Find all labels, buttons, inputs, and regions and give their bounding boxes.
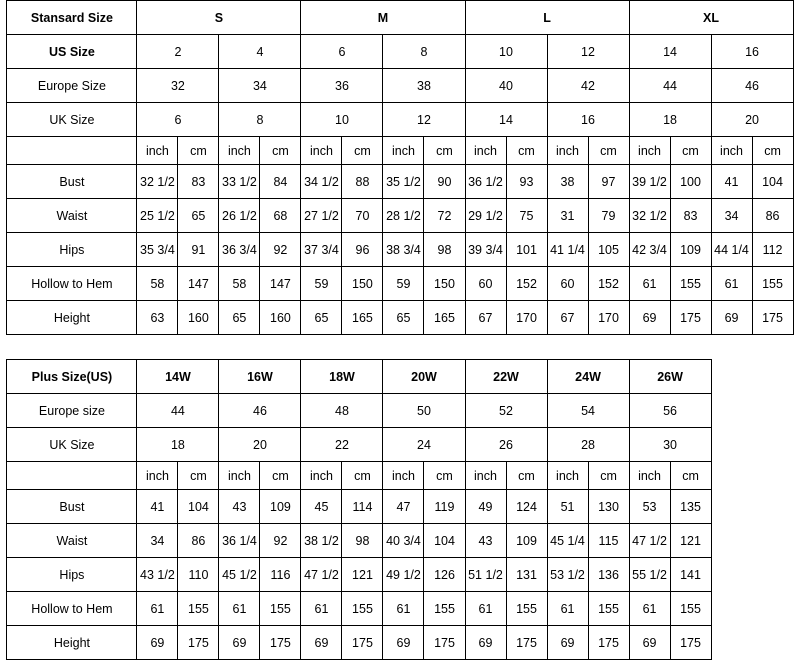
- cell: 53 1/2: [547, 558, 588, 592]
- row-filler: [711, 626, 793, 660]
- cell: 175: [670, 626, 711, 660]
- cell: 141: [670, 558, 711, 592]
- cell: 130: [588, 490, 629, 524]
- cell: 155: [588, 592, 629, 626]
- cell: 44: [137, 394, 219, 428]
- cell: 90: [424, 165, 465, 199]
- unit-cell: cm: [260, 462, 301, 490]
- cell: 35 1/2: [383, 165, 424, 199]
- cell: 2: [137, 35, 219, 69]
- table-separator: [4, 335, 796, 359]
- cell: 88: [342, 165, 383, 199]
- cell: 155: [670, 592, 711, 626]
- cell: 152: [588, 267, 629, 301]
- cell: 155: [670, 267, 711, 301]
- cell: 165: [424, 301, 465, 335]
- cell: 126: [424, 558, 465, 592]
- cell: 65: [383, 301, 424, 335]
- cell: 97: [588, 165, 629, 199]
- row-filler: [711, 394, 793, 428]
- cell: 104: [424, 524, 465, 558]
- cell: 155: [506, 592, 547, 626]
- row-label-hollow-to-hem: Hollow to Hem: [7, 592, 137, 626]
- table-row: [7, 267, 793, 301]
- cell: 61: [137, 592, 178, 626]
- plus-unit-row: [7, 462, 793, 490]
- cell: 41: [137, 490, 178, 524]
- cell: 109: [260, 490, 301, 524]
- unit-cell: inch: [383, 462, 424, 490]
- plus-size-22w: 22W: [465, 360, 547, 394]
- unit-cell: inch: [629, 462, 670, 490]
- group-header-m: M: [301, 1, 465, 35]
- row-filler: [711, 558, 793, 592]
- cell: 69: [547, 626, 588, 660]
- row-label-height: Height: [7, 301, 137, 335]
- cell: 98: [342, 524, 383, 558]
- cell: 92: [260, 233, 301, 267]
- cell: 150: [424, 267, 465, 301]
- group-header-xl: XL: [629, 1, 793, 35]
- unit-cell: inch: [547, 137, 588, 165]
- cell: 47 1/2: [301, 558, 342, 592]
- cell: 6: [137, 103, 219, 137]
- cell: 69: [465, 626, 506, 660]
- table-row: [7, 428, 793, 462]
- unit-cell: cm: [424, 462, 465, 490]
- cell: 79: [588, 199, 629, 233]
- cell: 42: [547, 69, 629, 103]
- cell: 69: [219, 626, 260, 660]
- cell: 67: [465, 301, 506, 335]
- cell: 14: [465, 103, 547, 137]
- cell: 86: [178, 524, 219, 558]
- row-label-hips: Hips: [7, 558, 137, 592]
- cell: 69: [629, 301, 670, 335]
- cell: 65: [301, 301, 342, 335]
- unit-cell: inch: [301, 137, 342, 165]
- row-filler: [711, 462, 793, 490]
- row-label-uk-size: UK Size: [7, 428, 137, 462]
- cell: 34: [137, 524, 178, 558]
- cell: 175: [752, 301, 793, 335]
- cell: 155: [178, 592, 219, 626]
- cell: 25 1/2: [137, 199, 178, 233]
- cell: 131: [506, 558, 547, 592]
- cell: 43 1/2: [137, 558, 178, 592]
- row-label-bust: Bust: [7, 490, 137, 524]
- cell: 36 3/4: [219, 233, 260, 267]
- cell: 16: [711, 35, 793, 69]
- row-label-europe-size: Europe Size: [7, 69, 137, 103]
- cell: 119: [424, 490, 465, 524]
- cell: 69: [629, 626, 670, 660]
- cell: 51: [547, 490, 588, 524]
- cell: 84: [260, 165, 301, 199]
- cell: 61: [629, 267, 670, 301]
- unit-cell: cm: [178, 137, 219, 165]
- cell: 50: [383, 394, 465, 428]
- cell: 36 1/2: [465, 165, 506, 199]
- cell: 175: [506, 626, 547, 660]
- cell: 150: [342, 267, 383, 301]
- cell: 124: [506, 490, 547, 524]
- standard-unit-row: [7, 137, 793, 165]
- cell: 92: [260, 524, 301, 558]
- cell: 54: [547, 394, 629, 428]
- row-label-europe-size: Europe size: [7, 394, 137, 428]
- table-row: [7, 626, 793, 660]
- row-label-bust: Bust: [7, 165, 137, 199]
- row-filler: [711, 524, 793, 558]
- cell: 32 1/2: [629, 199, 670, 233]
- cell: 61: [711, 267, 752, 301]
- cell: 61: [301, 592, 342, 626]
- plus-size-18w: 18W: [301, 360, 383, 394]
- table-row: [7, 394, 793, 428]
- cell: 40 3/4: [383, 524, 424, 558]
- plus-size-26w: 26W: [629, 360, 711, 394]
- standard-group-row: [7, 1, 793, 35]
- cell: 34 1/2: [301, 165, 342, 199]
- unit-cell: inch: [711, 137, 752, 165]
- cell: 135: [670, 490, 711, 524]
- unit-cell: inch: [629, 137, 670, 165]
- table-row: [7, 69, 793, 103]
- unit-cell: inch: [219, 137, 260, 165]
- cell: 27 1/2: [301, 199, 342, 233]
- cell: 101: [506, 233, 547, 267]
- cell: 8: [219, 103, 301, 137]
- unit-row-label: [7, 137, 137, 165]
- cell: 61: [383, 592, 424, 626]
- cell: 65: [178, 199, 219, 233]
- unit-cell: inch: [137, 462, 178, 490]
- table-row: [7, 103, 793, 137]
- cell: 26 1/2: [219, 199, 260, 233]
- group-header-l: L: [465, 1, 629, 35]
- cell: 24: [383, 428, 465, 462]
- cell: 34: [219, 69, 301, 103]
- cell: 45 1/2: [219, 558, 260, 592]
- table-row: [7, 233, 793, 267]
- row-label-hollow-to-hem: Hollow to Hem: [7, 267, 137, 301]
- cell: 69: [711, 301, 752, 335]
- row-filler: [711, 592, 793, 626]
- cell: 112: [752, 233, 793, 267]
- unit-cell: cm: [342, 462, 383, 490]
- cell: 46: [219, 394, 301, 428]
- plus-size-table: [6, 359, 793, 660]
- cell: 47 1/2: [629, 524, 670, 558]
- cell: 69: [383, 626, 424, 660]
- table-row: [7, 490, 793, 524]
- cell: 39 1/2: [629, 165, 670, 199]
- table-row: [7, 199, 793, 233]
- cell: 109: [670, 233, 711, 267]
- unit-cell: cm: [260, 137, 301, 165]
- cell: 155: [752, 267, 793, 301]
- cell: 155: [260, 592, 301, 626]
- cell: 60: [465, 267, 506, 301]
- cell: 61: [219, 592, 260, 626]
- row-label-hips: Hips: [7, 233, 137, 267]
- cell: 38 1/2: [301, 524, 342, 558]
- cell: 110: [178, 558, 219, 592]
- cell: 121: [670, 524, 711, 558]
- cell: 67: [547, 301, 588, 335]
- cell: 61: [629, 592, 670, 626]
- unit-cell: cm: [424, 137, 465, 165]
- cell: 114: [342, 490, 383, 524]
- cell: 49 1/2: [383, 558, 424, 592]
- cell: 100: [670, 165, 711, 199]
- cell: 175: [260, 626, 301, 660]
- cell: 10: [301, 103, 383, 137]
- cell: 16: [547, 103, 629, 137]
- unit-cell: inch: [137, 137, 178, 165]
- cell: 104: [178, 490, 219, 524]
- unit-cell: inch: [465, 137, 506, 165]
- cell: 48: [301, 394, 383, 428]
- table-row: [7, 301, 793, 335]
- cell: 4: [219, 35, 301, 69]
- cell: 83: [670, 199, 711, 233]
- cell: 75: [506, 199, 547, 233]
- unit-cell: cm: [178, 462, 219, 490]
- cell: 40: [465, 69, 547, 103]
- cell: 18: [629, 103, 711, 137]
- cell: 39 3/4: [465, 233, 506, 267]
- cell: 6: [301, 35, 383, 69]
- cell: 58: [137, 267, 178, 301]
- cell: 83: [178, 165, 219, 199]
- cell: 46: [711, 69, 793, 103]
- cell: 72: [424, 199, 465, 233]
- row-label-waist: Waist: [7, 199, 137, 233]
- unit-cell: inch: [547, 462, 588, 490]
- cell: 105: [588, 233, 629, 267]
- row-label-waist: Waist: [7, 524, 137, 558]
- standard-size-table: [6, 0, 793, 335]
- row-filler: [711, 428, 793, 462]
- cell: 42 3/4: [629, 233, 670, 267]
- cell: 115: [588, 524, 629, 558]
- table-row: [7, 35, 793, 69]
- cell: 93: [506, 165, 547, 199]
- cell: 43: [219, 490, 260, 524]
- cell: 26: [465, 428, 547, 462]
- cell: 68: [260, 199, 301, 233]
- row-label-us-size: US Size: [7, 35, 137, 69]
- cell: 20: [219, 428, 301, 462]
- plus-title: Plus Size(US): [7, 360, 137, 394]
- unit-cell: inch: [465, 462, 506, 490]
- cell: 41: [711, 165, 752, 199]
- group-header-s: S: [137, 1, 301, 35]
- cell: 12: [547, 35, 629, 69]
- cell: 155: [424, 592, 465, 626]
- table-row: [7, 524, 793, 558]
- unit-cell: cm: [588, 137, 629, 165]
- cell: 52: [465, 394, 547, 428]
- cell: 91: [178, 233, 219, 267]
- row-label-uk-size: UK Size: [7, 103, 137, 137]
- cell: 155: [342, 592, 383, 626]
- plus-header-row: [7, 360, 793, 394]
- unit-cell: cm: [506, 137, 547, 165]
- cell: 53: [629, 490, 670, 524]
- cell: 165: [342, 301, 383, 335]
- unit-cell: cm: [342, 137, 383, 165]
- unit-cell: cm: [670, 137, 711, 165]
- plus-size-16w: 16W: [219, 360, 301, 394]
- table-row: [7, 165, 793, 199]
- unit-cell: inch: [301, 462, 342, 490]
- cell: 61: [465, 592, 506, 626]
- cell: 44 1/4: [711, 233, 752, 267]
- standard-title: Stansard Size: [7, 1, 137, 35]
- cell: 136: [588, 558, 629, 592]
- cell: 70: [342, 199, 383, 233]
- table-row: [7, 558, 793, 592]
- table-row: [7, 592, 793, 626]
- plus-size-14w: 14W: [137, 360, 219, 394]
- cell: 55 1/2: [629, 558, 670, 592]
- cell: 33 1/2: [219, 165, 260, 199]
- cell: 41 1/4: [547, 233, 588, 267]
- cell: 36: [301, 69, 383, 103]
- cell: 29 1/2: [465, 199, 506, 233]
- cell: 38: [383, 69, 465, 103]
- cell: 121: [342, 558, 383, 592]
- cell: 175: [588, 626, 629, 660]
- cell: 51 1/2: [465, 558, 506, 592]
- cell: 45: [301, 490, 342, 524]
- cell: 63: [137, 301, 178, 335]
- cell: 116: [260, 558, 301, 592]
- cell: 32 1/2: [137, 165, 178, 199]
- row-label-height: Height: [7, 626, 137, 660]
- cell: 175: [178, 626, 219, 660]
- cell: 28: [547, 428, 629, 462]
- cell: 28 1/2: [383, 199, 424, 233]
- cell: 31: [547, 199, 588, 233]
- cell: 86: [752, 199, 793, 233]
- cell: 38 3/4: [383, 233, 424, 267]
- unit-row-label: [7, 462, 137, 490]
- cell: 47: [383, 490, 424, 524]
- cell: 30: [629, 428, 711, 462]
- cell: 37 3/4: [301, 233, 342, 267]
- cell: 175: [424, 626, 465, 660]
- plus-header-filler: [711, 360, 793, 394]
- cell: 170: [506, 301, 547, 335]
- cell: 45 1/4: [547, 524, 588, 558]
- cell: 147: [178, 267, 219, 301]
- cell: 20: [711, 103, 793, 137]
- cell: 35 3/4: [137, 233, 178, 267]
- cell: 36 1/4: [219, 524, 260, 558]
- cell: 152: [506, 267, 547, 301]
- cell: 10: [465, 35, 547, 69]
- cell: 175: [670, 301, 711, 335]
- cell: 44: [629, 69, 711, 103]
- cell: 60: [547, 267, 588, 301]
- plus-size-24w: 24W: [547, 360, 629, 394]
- cell: 59: [301, 267, 342, 301]
- cell: 109: [506, 524, 547, 558]
- cell: 38: [547, 165, 588, 199]
- cell: 59: [383, 267, 424, 301]
- cell: 56: [629, 394, 711, 428]
- cell: 18: [137, 428, 219, 462]
- plus-size-20w: 20W: [383, 360, 465, 394]
- cell: 8: [383, 35, 465, 69]
- cell: 61: [547, 592, 588, 626]
- cell: 65: [219, 301, 260, 335]
- unit-cell: cm: [670, 462, 711, 490]
- cell: 22: [301, 428, 383, 462]
- cell: 160: [178, 301, 219, 335]
- unit-cell: cm: [752, 137, 793, 165]
- cell: 43: [465, 524, 506, 558]
- cell: 160: [260, 301, 301, 335]
- unit-cell: inch: [383, 137, 424, 165]
- cell: 12: [383, 103, 465, 137]
- cell: 96: [342, 233, 383, 267]
- cell: 69: [301, 626, 342, 660]
- cell: 175: [342, 626, 383, 660]
- unit-cell: cm: [588, 462, 629, 490]
- cell: 98: [424, 233, 465, 267]
- cell: 14: [629, 35, 711, 69]
- cell: 104: [752, 165, 793, 199]
- cell: 49: [465, 490, 506, 524]
- cell: 69: [137, 626, 178, 660]
- cell: 147: [260, 267, 301, 301]
- unit-cell: inch: [219, 462, 260, 490]
- cell: 34: [711, 199, 752, 233]
- cell: 170: [588, 301, 629, 335]
- row-filler: [711, 490, 793, 524]
- unit-cell: cm: [506, 462, 547, 490]
- cell: 58: [219, 267, 260, 301]
- cell: 32: [137, 69, 219, 103]
